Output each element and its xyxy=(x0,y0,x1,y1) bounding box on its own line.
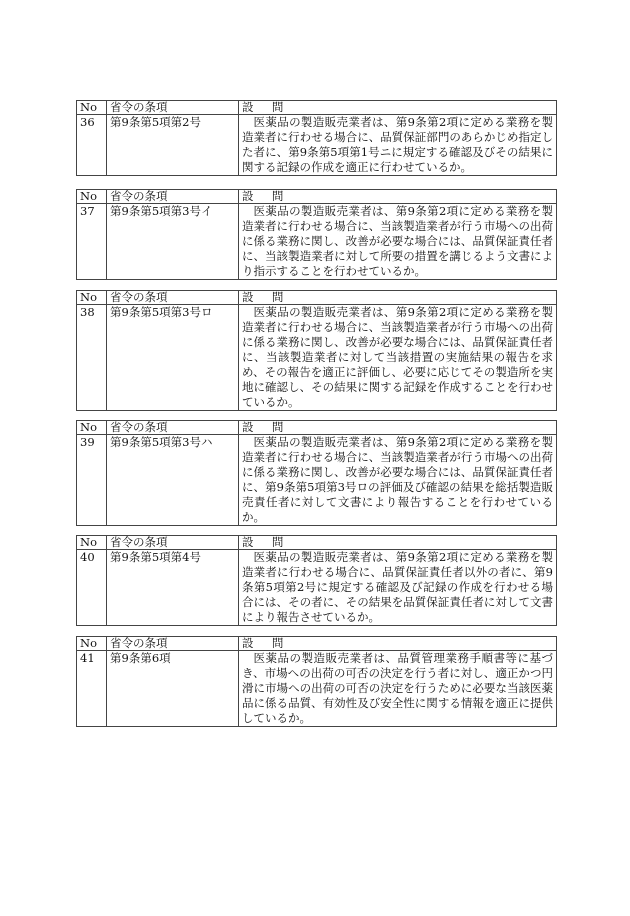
header-article: 省令の条項 xyxy=(107,101,239,115)
header-no: No xyxy=(77,291,107,305)
header-article: 省令の条項 xyxy=(107,421,239,435)
item-no: 37 xyxy=(77,204,107,280)
item-no: 39 xyxy=(77,435,107,526)
header-article: 省令の条項 xyxy=(107,291,239,305)
item-article: 第9条第5項第4号 xyxy=(107,550,239,626)
table-row xyxy=(77,204,557,280)
header-article: 省令の条項 xyxy=(107,637,239,651)
item-article: 第9条第5項第3号ロ xyxy=(107,305,239,411)
question-table-37 xyxy=(76,189,557,280)
table-row xyxy=(77,550,557,626)
header-question: 設 問 xyxy=(239,637,557,651)
item-article: 第9条第5項第2号 xyxy=(107,115,239,176)
question-text: 医薬品の製造販売業者は、第9条第2項に定める業務を製造業者に行わせる場合に、当該製造業者が行う市場への出荷に係る業務に関し、改善が必要な場合には、品質保証責任者に、第9条第5項第3号ロの評価及び確認の結果を総括製造販売責任者に対して文書により報告することを行わせているか。 xyxy=(242,435,553,524)
question-text: 医薬品の製造販売業者は、第9条第2項に定める業務を製造業者に行わせる場合に、当該製造業者が行う市場への出荷に係る業務に関し、改善が必要な場合には、品質保証責任者に、当該製造業者に対して所要の措置を講じるよう文書により指示することを行わせているか。 xyxy=(242,204,553,278)
item-no: 40 xyxy=(77,550,107,626)
table-row xyxy=(77,435,557,526)
question-table-41 xyxy=(76,636,557,727)
question-table-40 xyxy=(76,535,557,626)
item-question xyxy=(239,305,557,411)
question-table-39 xyxy=(76,420,557,526)
header-question: 設 問 xyxy=(239,291,557,305)
header-question: 設 問 xyxy=(239,536,557,550)
item-no: 41 xyxy=(77,651,107,727)
table-row xyxy=(77,115,557,176)
header-no: No xyxy=(77,421,107,435)
item-article: 第9条第5項第3号ハ xyxy=(107,435,239,526)
question-table-36 xyxy=(76,100,557,176)
header-no: No xyxy=(77,536,107,550)
table-header-row xyxy=(77,101,557,115)
header-article: 省令の条項 xyxy=(107,536,239,550)
table-row xyxy=(77,305,557,411)
question-text: 医薬品の製造販売業者は、第9条第2項に定める業務を製造業者に行わせる場合に、当該製造業者が行う市場への出荷に係る業務に関し、改善が必要な場合には、品質保証責任者に、当該製造業者に対して当該措置の実施結果の報告を求め、その報告を適正に評価し、必要に応じてその製造所を実地に確認し、その結果に関する記録を作成することを行わせているか。 xyxy=(242,305,553,409)
item-no: 36 xyxy=(77,115,107,176)
item-question xyxy=(239,204,557,280)
header-no: No xyxy=(77,190,107,204)
table-header-row xyxy=(77,190,557,204)
table-header-row xyxy=(77,421,557,435)
question-text: 医薬品の製造販売業者は、第9条第2項に定める業務を製造業者に行わせる場合に、品質保証責任者以外の者に、第9条第5項第2号に規定する確認及び記録の作成を行わせる場合には、その者に、その結果を品質保証責任者に対して文書により報告させているか。 xyxy=(242,550,553,624)
header-question: 設 問 xyxy=(239,190,557,204)
item-no: 38 xyxy=(77,305,107,411)
table-row xyxy=(77,651,557,727)
item-article: 第9条第6項 xyxy=(107,651,239,727)
header-question: 設 問 xyxy=(239,421,557,435)
item-article: 第9条第5項第3号イ xyxy=(107,204,239,280)
header-article: 省令の条項 xyxy=(107,190,239,204)
header-no: No xyxy=(77,637,107,651)
table-header-row xyxy=(77,291,557,305)
header-no: No xyxy=(77,101,107,115)
item-question xyxy=(239,651,557,727)
header-question: 設 問 xyxy=(239,101,557,115)
item-question xyxy=(239,550,557,626)
question-table-38 xyxy=(76,290,557,411)
table-header-row xyxy=(77,536,557,550)
item-question xyxy=(239,435,557,526)
item-question xyxy=(239,115,557,176)
question-text: 医薬品の製造販売業者は、第9条第2項に定める業務を製造業者に行わせる場合に、品質保証部門のあらかじめ指定した者に、第9条第5項第1号ニに規定する確認及びその結果に関する記録の作成を適正に行わせているか。 xyxy=(242,115,553,174)
table-header-row xyxy=(77,637,557,651)
question-text: 医薬品の製造販売業者は、品質管理業務手順書等に基づき、市場への出荷の可否の決定を行う者に対し、適正かつ円滑に市場への出荷の可否の決定を行うために必要な当該医薬品に係る品質、有効性及び安全性に関する情報を適正に提供しているか。 xyxy=(242,651,553,725)
